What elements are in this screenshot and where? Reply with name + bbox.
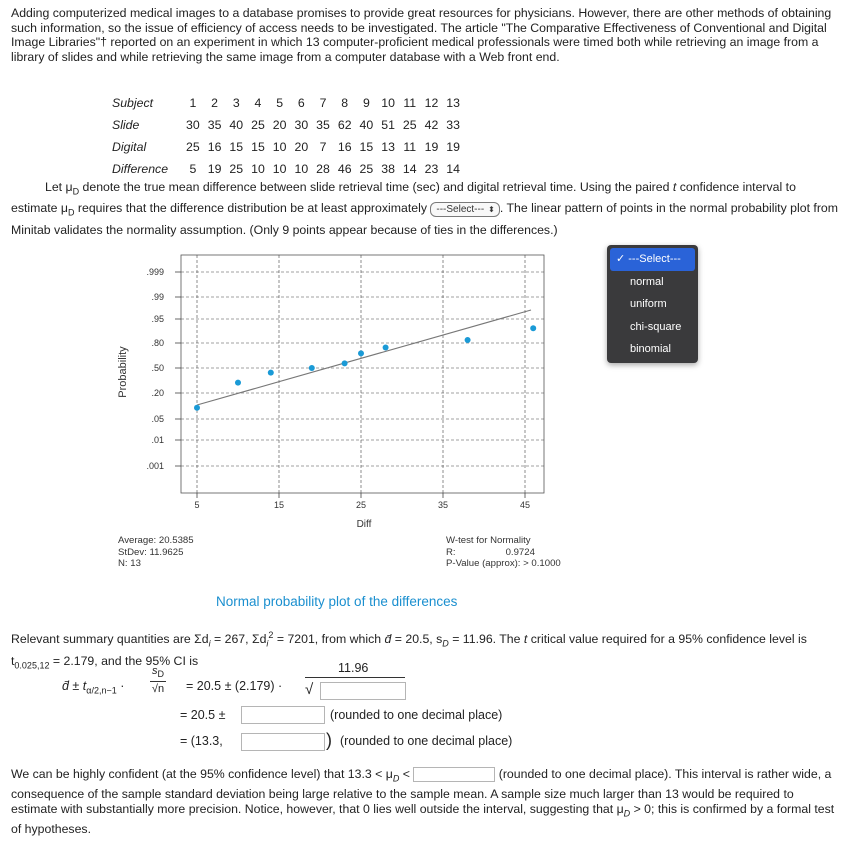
ci-fraction: $s_D$ √n xyxy=(151,665,165,696)
intro-paragraph: Adding computerized medical images to a database promises to provide great resources for physicians. However, there are other methods of obtaining such information, so the issue of efficiency of access needs to be investigated. The article "The Comparative Effectiveness of Conventional and Digital Image Libraries"† reported on an experiment in which 13 computer-proficient medical professionals were timed both while retrieving an image from a library of slides and while retrieving the same image from a computer database with a Web front end. xyxy=(11,6,832,64)
sqrt-n-input[interactable] xyxy=(320,682,406,700)
table-cell: 15 xyxy=(251,140,265,154)
data-point xyxy=(383,345,389,351)
x-tick-label: 35 xyxy=(437,500,449,510)
y-tick-label: .95 xyxy=(151,314,164,324)
data-point xyxy=(309,365,315,371)
table-cell: 4 xyxy=(254,96,262,110)
select-dropdown-menu xyxy=(607,245,698,363)
table-cell: 62 xyxy=(337,118,352,132)
data-point xyxy=(268,370,274,376)
data-point xyxy=(194,405,200,411)
table-cell: 5 xyxy=(276,96,284,110)
table-cell: 28 xyxy=(316,162,330,176)
stats-summary: Average: 20.5385 StDev: 11.9625 N: 13 xyxy=(118,535,194,569)
summary-paragraph: Relevant summary quantities are $\Sigma d_i = 267$, $\Sigma d_i^2 = 7201$, from which d̄ = 20.5, $s_D = 11.96$. The t critical value required for a 95% confidence level is $t_{0.025,12} = 2.179$, and the 95% CI is xyxy=(11,630,807,670)
rounding-note: (rounded to one decimal place) xyxy=(330,708,503,722)
fraction-bar xyxy=(305,677,405,678)
distribution-select[interactable]: ---Select--- ⬍ xyxy=(430,202,499,217)
data-point xyxy=(342,360,348,366)
y-tick-label: .80 xyxy=(151,338,164,348)
table-cell: 10 xyxy=(251,162,265,176)
table-cell: 15 xyxy=(229,140,244,154)
table-cell: 25 xyxy=(402,118,417,132)
table-cell: 7 xyxy=(319,140,327,154)
data-point xyxy=(530,325,536,331)
table-cell: 38 xyxy=(381,162,395,176)
chevron-updown-icon: ⬍ xyxy=(488,204,495,214)
table-cell: 30 xyxy=(186,118,200,132)
sqrt-sign: √ xyxy=(305,681,314,698)
table-cell: 20 xyxy=(272,118,287,132)
fit-line xyxy=(197,310,531,405)
table-cell: 25 xyxy=(229,162,244,176)
data-point xyxy=(358,350,364,356)
y-tick-label: .99 xyxy=(151,292,164,302)
data-point xyxy=(235,380,241,386)
y-tick-label: .20 xyxy=(151,388,164,398)
plot-caption: Normal probability plot of the differences xyxy=(216,594,458,609)
table-cell: 10 xyxy=(294,162,309,176)
x-axis-label: Diff xyxy=(356,519,372,530)
conclusion-paragraph: We can be highly confident (at the 95% confidence level) that $13.3 < \mu_D$ < (rounded to one decimal place). This interval is rather wide, a consequence of the sample standard deviation being large relative to the sample mean. A sample size much larger than 13 would be required to estimate with substantially more precision. Notice, however, that 0 lies well outside the interval, suggesting that $\mu_D > 0$; this is confirmed by a formal test of hypotheses. xyxy=(11,767,835,837)
table-cell: 13 xyxy=(381,140,395,154)
table-cell: 16 xyxy=(207,140,222,154)
table-cell: 25 xyxy=(251,118,265,132)
x-tick-label: 45 xyxy=(519,500,531,510)
y-axis-label: Probability xyxy=(117,346,129,398)
y-tick-label: .01 xyxy=(151,435,164,445)
plot-frame xyxy=(181,255,544,493)
table-cell: 13 xyxy=(446,96,460,110)
table-cell: 23 xyxy=(424,162,439,176)
table-cell: 35 xyxy=(207,118,222,132)
table-cell: 40 xyxy=(229,118,244,132)
table-cell: 1 xyxy=(189,96,197,110)
close-paren: ) xyxy=(326,730,332,750)
table-cell: 11 xyxy=(403,140,417,154)
row-label: Subject xyxy=(112,96,154,110)
select-option[interactable]: chi-square xyxy=(630,320,682,333)
select-option[interactable]: uniform xyxy=(630,298,667,310)
conclusion-upper-input[interactable] xyxy=(413,767,495,782)
table-cell: 19 xyxy=(424,140,439,154)
instruction-paragraph: Let $\mu_D$ denote the true mean difference between slide retrieval time (sec) and digital retrieval time. Using the paired t confidence interval to estimate $\mu_D$ requires that the difference distribution be at least approximately ---Select--- ⬍ . The linear pattern of points in the normal probability plot from Minitab validates the normality assumption. (Only 9 points appear because of ties in the differences.) xyxy=(11,180,838,237)
table-cell: 19 xyxy=(446,140,460,154)
table-cell: 42 xyxy=(424,118,439,132)
select-option[interactable]: ✓ ---Select--- xyxy=(610,248,695,271)
select-option[interactable]: normal xyxy=(630,275,664,288)
data-point xyxy=(465,337,471,343)
table-cell: 33 xyxy=(446,118,460,132)
x-tick-label: 15 xyxy=(273,500,285,510)
table-cell: 19 xyxy=(207,162,222,176)
normality-test: W-test for Normality R: 0.9724 P-Value (approx): > 0.1000 xyxy=(446,535,561,569)
row-label: Digital xyxy=(112,140,147,154)
table-cell: 8 xyxy=(341,96,349,110)
table-cell: 3 xyxy=(232,96,240,110)
table-cell: 20 xyxy=(294,140,309,154)
table-cell: 2 xyxy=(211,96,218,110)
table-cell: 14 xyxy=(402,162,417,176)
y-tick-label: .50 xyxy=(151,363,164,373)
table-cell: 10 xyxy=(272,162,287,176)
upper-bound-input[interactable] xyxy=(241,733,325,751)
ci-numerator: 11.96 xyxy=(338,661,369,675)
ci-line3: = (13.3, xyxy=(180,734,223,748)
table-cell: 25 xyxy=(359,162,374,176)
table-cell: 40 xyxy=(359,118,374,132)
table-cell: 15 xyxy=(359,140,374,154)
rounding-note-2: (rounded to one decimal place) xyxy=(340,734,513,748)
x-tick-label: 5 xyxy=(194,500,200,510)
table-cell: 16 xyxy=(337,140,352,154)
y-tick-label: .001 xyxy=(146,461,164,471)
table-cell: 9 xyxy=(362,96,370,110)
table-cell: 14 xyxy=(446,162,460,176)
table-cell: 51 xyxy=(381,118,395,132)
y-tick-label: .05 xyxy=(151,414,164,424)
table-cell: 35 xyxy=(316,118,330,132)
table-cell: 25 xyxy=(186,140,200,154)
ci-formula-lhs: d̄ ± $t_{\alpha/2,n-1}$ · xyxy=(62,679,125,696)
table-cell: 5 xyxy=(189,162,197,176)
y-tick-label: .999 xyxy=(146,267,164,277)
ci-line2: = 20.5 ± xyxy=(180,708,226,722)
table-cell: 11 xyxy=(403,96,417,110)
table-cell: 12 xyxy=(424,96,439,110)
table-cell: 46 xyxy=(337,162,352,176)
table-cell: 6 xyxy=(297,96,305,110)
margin-input[interactable] xyxy=(241,706,325,724)
row-label: Slide xyxy=(112,118,140,132)
table-cell: 10 xyxy=(381,96,395,110)
table-cell: 30 xyxy=(294,118,309,132)
x-tick-label: 25 xyxy=(355,500,367,510)
select-option[interactable]: binomial xyxy=(630,343,671,355)
row-label: Difference xyxy=(112,162,169,176)
table-cell: 10 xyxy=(272,140,287,154)
table-cell: 7 xyxy=(319,96,327,110)
ci-formula-rhs: = 20.5 ± (2.179) · xyxy=(186,679,283,693)
